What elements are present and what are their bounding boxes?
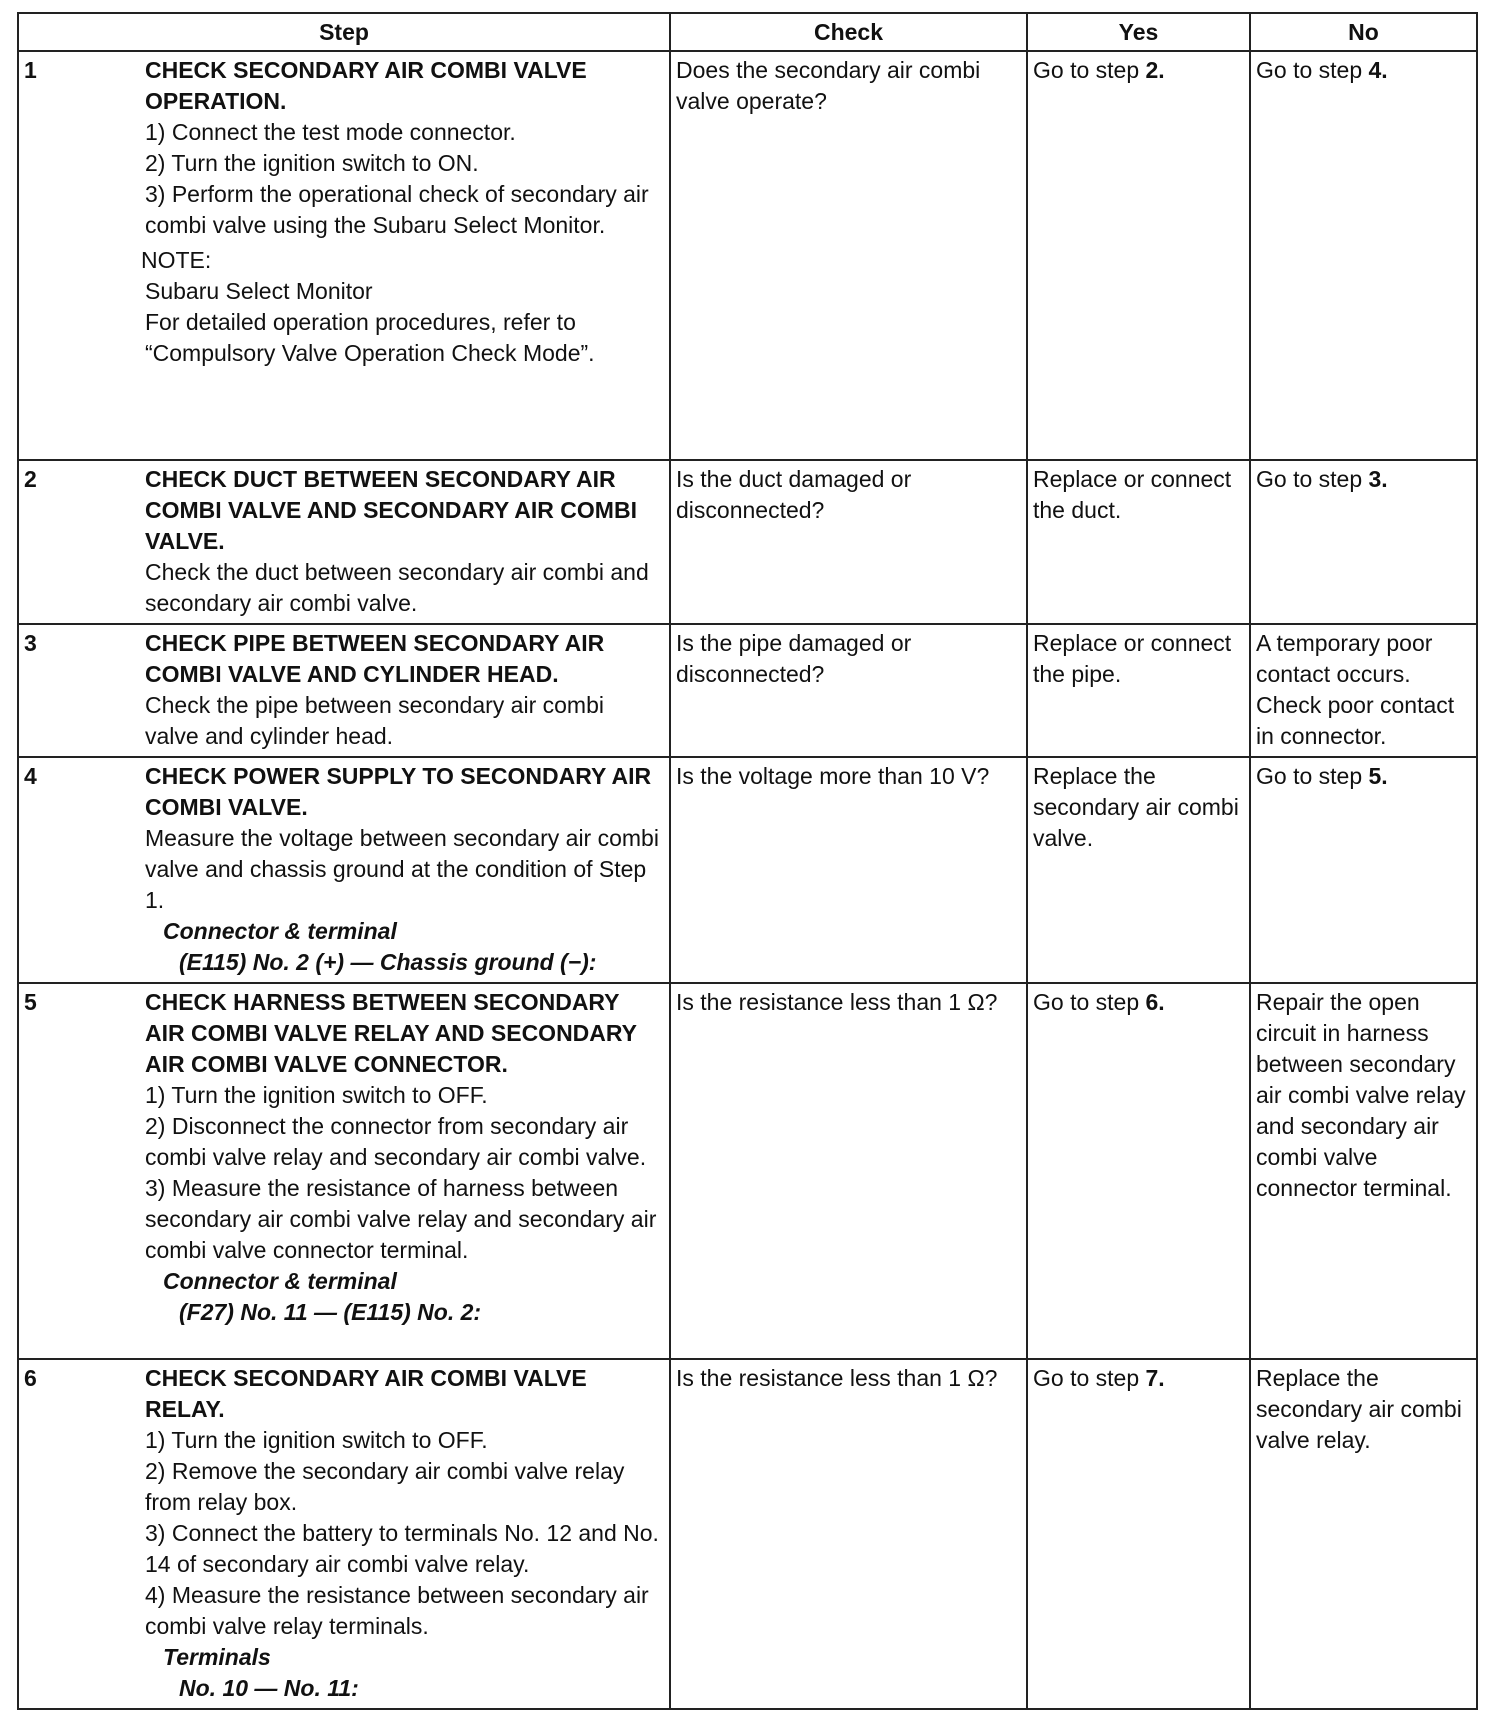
check-cell: Is the resistance less than 1 Ω?	[670, 1359, 1027, 1709]
step-number: 1	[24, 57, 37, 83]
yes-cell	[1027, 1359, 1250, 1709]
step-cell	[18, 757, 670, 983]
connector-terminal-label: Connector & terminal	[163, 918, 397, 944]
yes-cell	[1027, 983, 1250, 1359]
step-instruction: 1) Turn the ignition switch to OFF.	[145, 1082, 488, 1108]
header-check: Check	[670, 13, 1027, 51]
step-instruction: 1) Connect the test mode connector.	[145, 119, 516, 145]
no-cell: Replace the secondary air combi valve relay.	[1250, 1359, 1477, 1709]
step-number: 4	[24, 763, 37, 789]
terminals-label: Terminals	[163, 1644, 271, 1670]
step-cell	[18, 1359, 670, 1709]
check-cell: Is the voltage more than 10 V?	[670, 757, 1027, 983]
table-row-step-2	[18, 460, 1477, 624]
step-instruction: Check the duct between secondary air combi and secondary air combi valve.	[145, 559, 649, 616]
yes-step-ref: 7.	[1145, 1365, 1165, 1391]
header-row	[18, 13, 1477, 51]
document-page	[17, 12, 1476, 1710]
yes-step-ref: 2.	[1145, 57, 1165, 83]
step-instruction: 3) Connect the battery to terminals No. 12 and No. 14 of secondary air combi valve relay.	[145, 1520, 659, 1577]
no-step-ref: 3.	[1368, 466, 1388, 492]
table-row-step-5	[18, 983, 1477, 1359]
connector-terminal-label: Connector & terminal	[163, 1268, 397, 1294]
yes-step-ref: 6.	[1145, 989, 1165, 1015]
no-text: Go to step	[1256, 57, 1369, 83]
diagnostic-table	[17, 12, 1478, 1710]
step-instruction: 3) Perform the operational check of secondary air combi valve using the Subaru Select Monitor.	[145, 181, 649, 238]
check-cell: Does the secondary air combi valve operate?	[670, 51, 1027, 460]
no-cell	[1250, 51, 1477, 460]
terminals-value: No. 10 — No. 11:	[179, 1675, 359, 1701]
check-cell: Is the pipe damaged or disconnected?	[670, 624, 1027, 757]
no-text: Go to step	[1256, 763, 1369, 789]
step-instruction: 3) Measure the resistance of harness between secondary air combi valve relay and secondary air combi valve connector terminal.	[145, 1175, 657, 1263]
header-step: Step	[18, 13, 670, 51]
step-title: CHECK PIPE BETWEEN SECONDARY AIR COMBI VALVE AND CYLINDER HEAD.	[145, 630, 605, 687]
header-no: No	[1250, 13, 1477, 51]
no-step-ref: 5.	[1368, 763, 1388, 789]
yes-text: Go to step	[1033, 57, 1146, 83]
step-instruction: Measure the voltage between secondary air combi valve and chassis ground at the condition of Step 1.	[145, 825, 659, 913]
step-number: 3	[24, 630, 37, 656]
note-label: NOTE:	[141, 247, 212, 273]
step-title: CHECK SECONDARY AIR COMBI VALVE OPERATION.	[145, 57, 587, 114]
header-yes: Yes	[1027, 13, 1250, 51]
no-step-ref: 4.	[1368, 57, 1388, 83]
yes-cell: Replace or connect the pipe.	[1027, 624, 1250, 757]
step-instruction: 2) Disconnect the connector from secondary air combi valve relay and secondary air combi valve.	[145, 1113, 647, 1170]
step-title: CHECK DUCT BETWEEN SECONDARY AIR COMBI VALVE AND SECONDARY AIR COMBI VALVE.	[145, 466, 637, 554]
yes-cell: Replace or connect the duct.	[1027, 460, 1250, 624]
step-cell	[18, 51, 670, 460]
connector-terminal-value: (F27) No. 11 — (E115) No. 2:	[179, 1299, 482, 1325]
note-text: Subaru Select Monitor	[145, 278, 373, 304]
step-instruction: 1) Turn the ignition switch to OFF.	[145, 1427, 488, 1453]
no-cell: A temporary poor contact occurs. Check poor contact in connector.	[1250, 624, 1477, 757]
step-cell	[18, 624, 670, 757]
step-instruction: 2) Turn the ignition switch to ON.	[145, 150, 479, 176]
step-cell	[18, 460, 670, 624]
table-row-step-6	[18, 1359, 1477, 1709]
step-instruction: Check the pipe between secondary air combi valve and cylinder head.	[145, 692, 604, 749]
no-text: Go to step	[1256, 466, 1369, 492]
yes-text: Go to step	[1033, 989, 1146, 1015]
table-row-step-1	[18, 51, 1477, 460]
note-text: For detailed operation procedures, refer to “Compulsory Valve Operation Check Mode”.	[145, 309, 595, 366]
yes-cell: Replace the secondary air combi valve.	[1027, 757, 1250, 983]
step-instruction: 4) Measure the resistance between secondary air combi valve relay terminals.	[145, 1582, 649, 1639]
connector-terminal-value: (E115) No. 2 (+) — Chassis ground (−):	[179, 949, 597, 975]
step-title: CHECK POWER SUPPLY TO SECONDARY AIR COMBI VALVE.	[145, 763, 652, 820]
step-number: 6	[24, 1365, 37, 1391]
step-number: 2	[24, 466, 37, 492]
check-cell: Is the duct damaged or disconnected?	[670, 460, 1027, 624]
step-title: CHECK HARNESS BETWEEN SECONDARY AIR COMBI VALVE RELAY AND SECONDARY AIR COMBI VALVE CONNECTOR.	[145, 989, 637, 1077]
table-row-step-3	[18, 624, 1477, 757]
no-cell	[1250, 460, 1477, 624]
no-cell: Repair the open circuit in harness between secondary air combi valve relay and secondary air combi valve connector terminal.	[1250, 983, 1477, 1359]
no-cell	[1250, 757, 1477, 983]
step-cell	[18, 983, 670, 1359]
yes-cell	[1027, 51, 1250, 460]
yes-text: Go to step	[1033, 1365, 1146, 1391]
table-row-step-4	[18, 757, 1477, 983]
check-cell: Is the resistance less than 1 Ω?	[670, 983, 1027, 1359]
step-instruction: 2) Remove the secondary air combi valve relay from relay box.	[145, 1458, 625, 1515]
step-number: 5	[24, 989, 37, 1015]
step-title: CHECK SECONDARY AIR COMBI VALVE RELAY.	[145, 1365, 587, 1422]
